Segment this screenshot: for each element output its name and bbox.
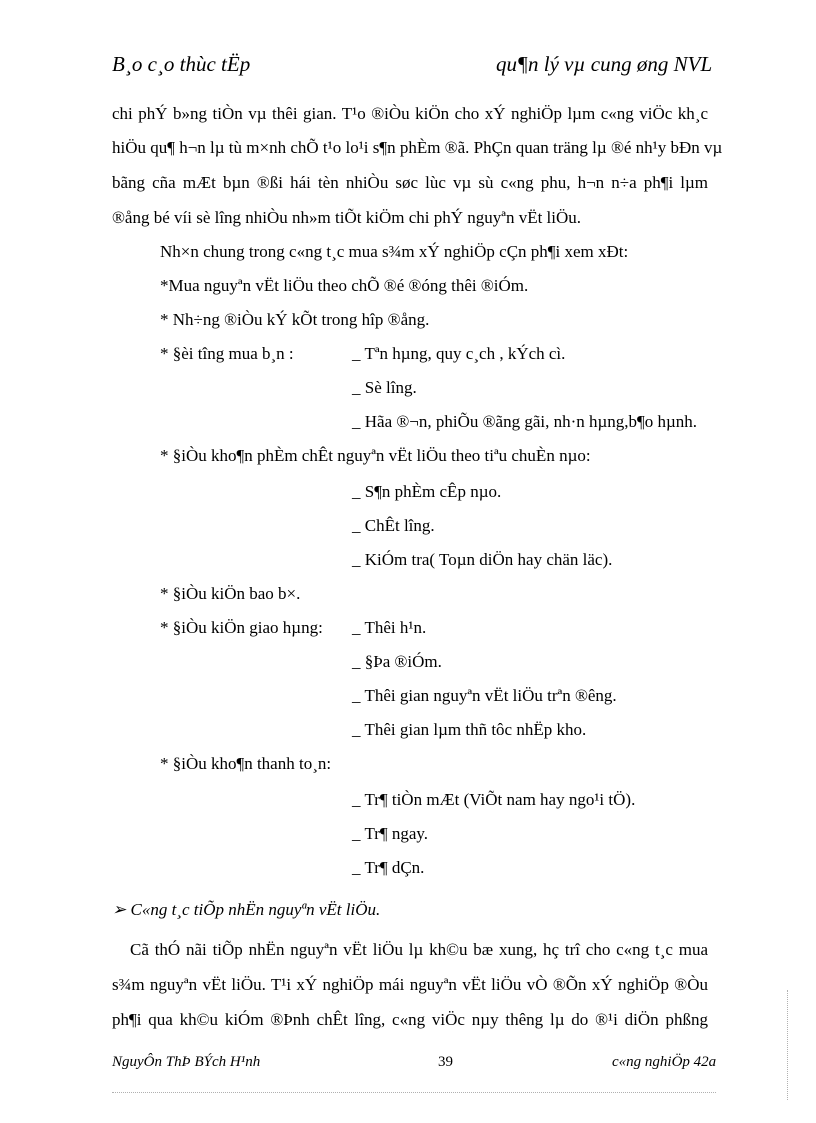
bullet-label: * §iÒu kho¶n thanh to¸n: (160, 754, 332, 773)
sub-item: _ Tr¶ ngay. (352, 824, 429, 843)
footer-page-number: 39 (438, 1054, 453, 1070)
paragraph-line: ph¶i qua kh©u kiÓm ®Þnh chÊt lîng, c«ng viÖc nµy thêng lµ do ®¹i diÖn phßng (112, 1010, 708, 1029)
sub-item: _ Tªn hµng, quy c¸ch , kÝch cì. (352, 344, 566, 363)
paragraph-line: Cã thÓ nãi tiÕp nhËn nguyªn vËt liÖu lµ kh©u bæ xung, hç trî cho c«ng t¸c mua (130, 940, 708, 959)
sub-item: _ Tr¶ dÇn. (352, 858, 425, 877)
sub-item: _ Thêi gian nguyªn vËt liÖu trªn ®êng. (352, 686, 617, 705)
header-left: B¸o c¸o thùc tËp (112, 52, 251, 76)
footer-class: c«ng nghiÖp 42a (612, 1054, 717, 1070)
paragraph-line: ®ång bé víi sè lîng nhiÒu nh»m tiÕt kiÖm chi phÝ nguyªn vËt liÖu. (112, 208, 582, 227)
footer-author: NguyÔn ThÞ BÝch H¹nh (112, 1054, 261, 1070)
bullet-item: *Mua nguyªn vËt liÖu theo chÕ ®é ®óng thêi ®iÓm. (160, 276, 529, 295)
paragraph-line: s¾m nguyªn vËt liÖu. T¹i xÝ nghiÖp mái nguyªn vËt liÖu vÒ ®Õn xÝ nghiÖp ®Òu (112, 975, 708, 994)
sub-item: _ Sè lîng. (352, 378, 417, 397)
sub-item: _ Thêi gian lµm thñ tôc nhËp kho. (352, 720, 587, 739)
header-right: qu¶n lý vµ cung øng NVL (496, 52, 713, 76)
sub-item: _ S¶n phÈm cÊp nµo. (352, 482, 502, 501)
sub-item: _ §Þa ®iÓm. (352, 652, 442, 671)
paragraph-line: chi phÝ b»ng tiÒn vµ thêi gian. T¹o ®iÒu kiÖn cho xÝ nghiÖp lµm c«ng viÖc kh¸c (112, 104, 708, 123)
paragraph-line: hiÖu qu¶ h¬n lµ tù m×nh chÕ t¹o lo¹i s¶n phÈm ®ã. PhÇn quan träng lµ ®é nh¹y bÐn vµ (112, 138, 723, 157)
bullet-item: * Nh÷ng ®iÒu kÝ kÕt trong hîp ®ång. (160, 310, 430, 329)
right-divider (787, 990, 788, 1100)
sub-item: _ KiÓm tra( Toµn diÖn hay chän läc). (352, 550, 613, 569)
sub-item: _ Tr¶ tiÒn mÆt (ViÕt nam hay ngo¹i tÖ). (352, 790, 636, 809)
section-heading (112, 900, 380, 920)
bullet-label: * §èi tîng mua b¸n : (160, 344, 294, 363)
section-title: C«ng t¸c tiÕp nhËn nguyªn vËt liÖu. (130, 900, 381, 919)
bottom-divider (112, 1092, 716, 1093)
intro-line: Nh×n chung trong c«ng t¸c mua s¾m xÝ nghiÖp cÇn ph¶i xem xÐt: (160, 242, 629, 261)
paragraph-line: bãng cña mÆt bµn ®ßi hái tèn nhiÒu søc lùc vµ sù c«ng phu, h¬n n÷a ph¶i lµm (112, 173, 708, 192)
bullet-item: * §iÒu kiÖn bao b×. (160, 584, 301, 603)
sub-item: _ ChÊt lîng. (352, 516, 435, 535)
bullet-label: * §iÒu kho¶n phÈm chÊt nguyªn vËt liÖu theo tiªu chuÈn nµo: (160, 446, 591, 465)
sub-item: _ Hãa ®¬n, phiÕu ®ãng gãi, nh·n hµng,b¶o hµnh. (352, 412, 698, 431)
arrow-bullet-icon: ➢ (112, 900, 127, 919)
bullet-label: * §iÒu kiÖn giao hµng: (160, 618, 323, 637)
sub-item: _ Thêi h¹n. (352, 618, 427, 637)
